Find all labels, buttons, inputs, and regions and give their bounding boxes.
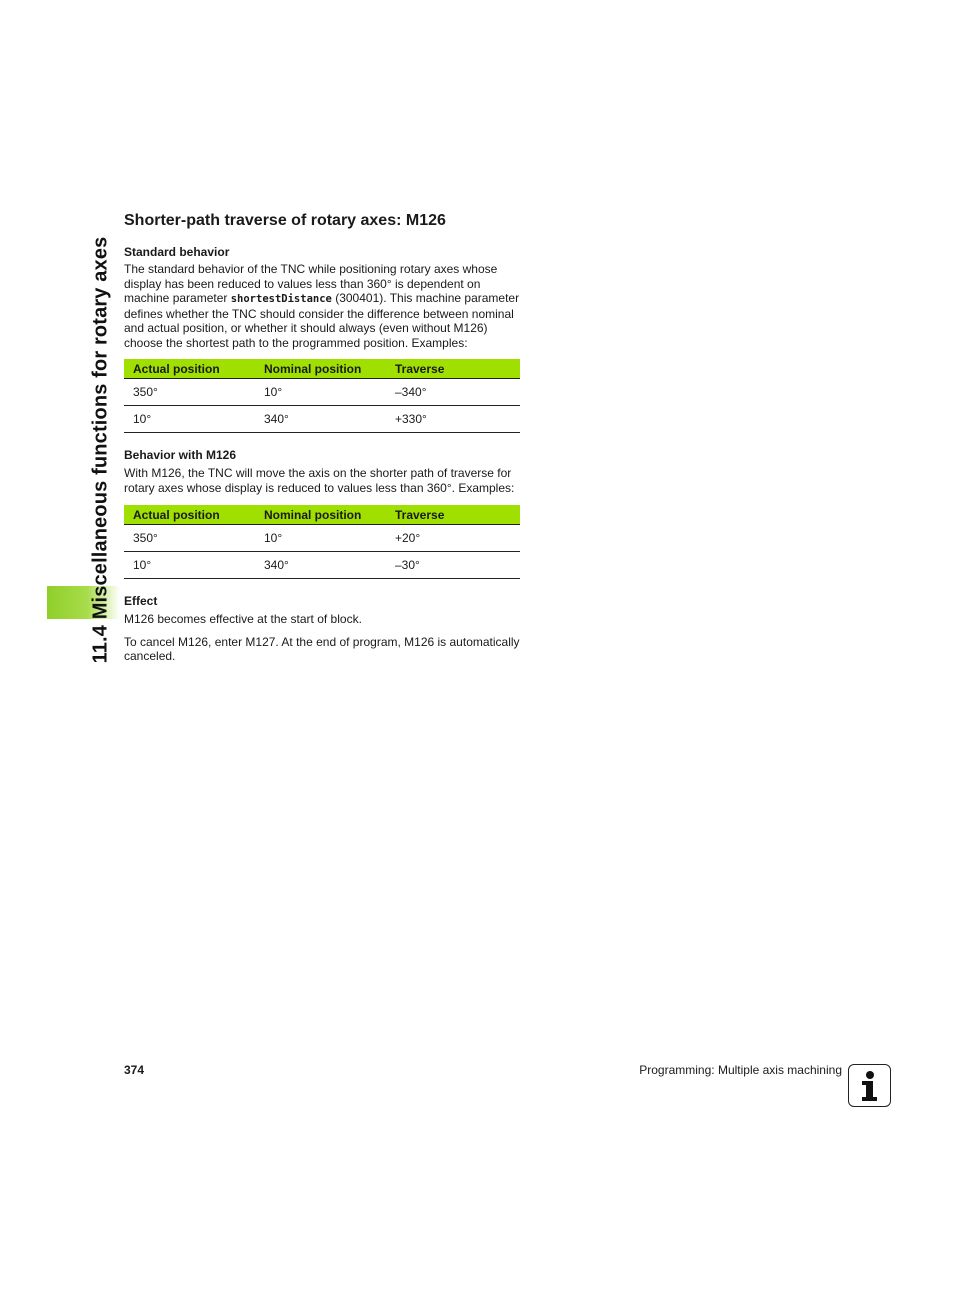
footer-chapter-title: Programming: Multiple axis machining xyxy=(639,1063,842,1077)
col-header: Actual position xyxy=(124,505,255,525)
table-row xyxy=(124,379,520,406)
table-cell: 10° xyxy=(124,552,255,579)
table-row xyxy=(124,525,520,552)
table-cell: 10° xyxy=(255,525,386,552)
m126-behavior-table xyxy=(124,505,520,579)
table-cell: 340° xyxy=(255,406,386,433)
table-cell: 350° xyxy=(124,525,255,552)
table-cell: 350° xyxy=(124,379,255,406)
table-cell: –340° xyxy=(386,379,520,406)
effect-heading: Effect xyxy=(124,594,158,608)
chapter-side-title: 11.4 Miscellaneous functions for rotary axes xyxy=(89,236,112,664)
table-row xyxy=(124,552,520,579)
table-cell: +20° xyxy=(386,525,520,552)
standard-behavior-paragraph: The standard behavior of the TNC while positioning rotary axes whose display has been reduced to values less than 360° is dependent on machine parameter shortestDistance (300401). This machine parameter defines whether the TNC should consider the difference between nominal and actual position, or whether it should always (even without M126) choose the shortest path to the programmed position. Examples: xyxy=(124,262,520,350)
table-row xyxy=(124,406,520,433)
parameter-name: shortestDistance xyxy=(230,293,332,305)
col-header: Traverse xyxy=(386,505,520,525)
table-cell: 10° xyxy=(124,406,255,433)
table-cell: –30° xyxy=(386,552,520,579)
table-header-row xyxy=(124,505,520,525)
effect-paragraph-2: To cancel M126, enter M127. At the end of program, M126 is automatically canceled. xyxy=(124,634,520,663)
table-cell: 340° xyxy=(255,552,386,579)
col-header: Actual position xyxy=(124,359,255,379)
m126-behavior-heading: Behavior with M126 xyxy=(124,448,237,462)
info-icon xyxy=(848,1064,891,1107)
col-header: Nominal position xyxy=(255,505,386,525)
table-cell: 10° xyxy=(255,379,386,406)
page-content xyxy=(124,210,520,664)
page-number: 374 xyxy=(124,1063,145,1077)
col-header: Traverse xyxy=(386,359,520,379)
effect-paragraph-1: M126 becomes effective at the start of block. xyxy=(124,612,362,626)
table-header-row xyxy=(124,359,520,379)
info-icon-glyph xyxy=(849,1065,889,1105)
standard-behavior-heading: Standard behavior xyxy=(124,245,230,259)
table-cell: +330° xyxy=(386,406,520,433)
m126-behavior-paragraph: With M126, the TNC will move the axis on the shorter path of traverse for rotary axes whose display is reduced to values less than 360°. Examples: xyxy=(124,466,515,495)
col-header: Nominal position xyxy=(255,359,386,379)
section-heading: Shorter-path traverse of rotary axes: M126 xyxy=(124,212,446,229)
standard-behavior-table xyxy=(124,359,520,433)
